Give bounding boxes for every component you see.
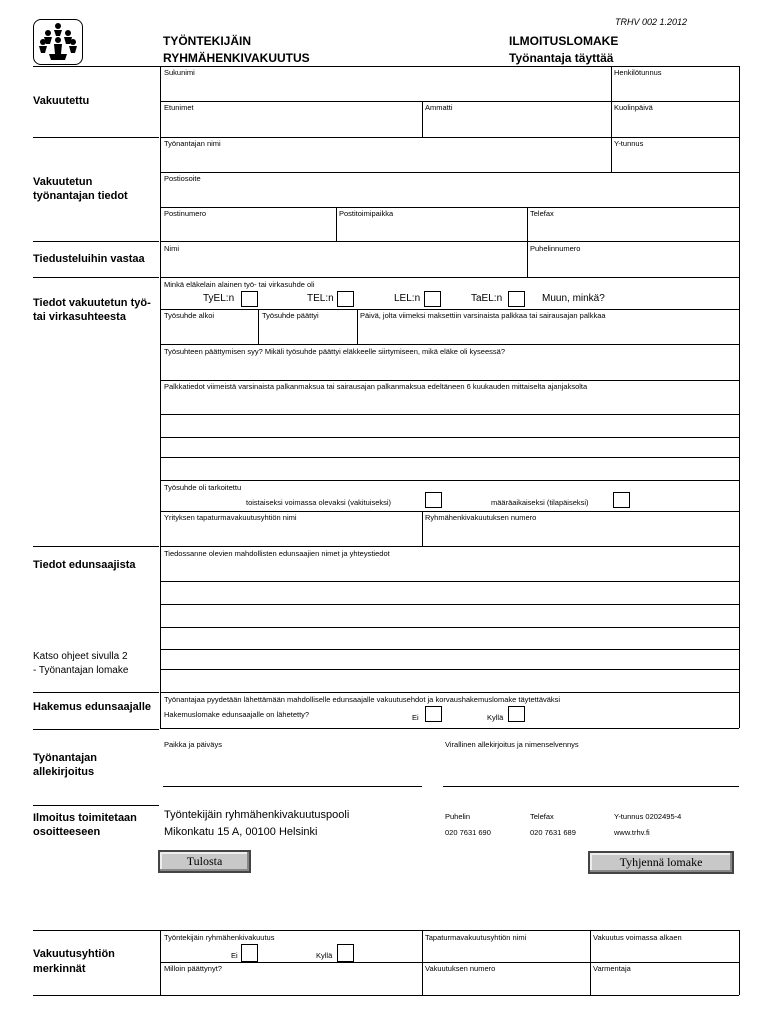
checkbox-maaraaikaiseksi[interactable] [613,492,630,508]
checkbox-hakemus-ei[interactable] [425,706,442,722]
section-vakuutettu: Vakuutettu [33,95,90,107]
label-nimi: Nimi [164,244,179,253]
label-paikka-paivays: Paikka ja päiväys [164,740,222,749]
input-edunsaajat-4[interactable] [161,628,738,648]
label-alkoi: Työsuhde alkoi [164,311,215,320]
section-toimitus-2: osoitteeseen [33,826,101,838]
input-palkkatiedot-2[interactable] [161,415,738,436]
form-type: ILMOITUSLOMAKE [509,34,619,48]
form-code: TRHV 002 1.2012 [615,17,688,27]
logo-figures-icon [34,20,82,64]
checkbox-tael[interactable] [508,291,525,307]
address-fax: 020 7631 689 [530,828,576,837]
address-street: Mikonkatu 15 A, 00100 Helsinki [164,826,318,838]
input-tapaturma-nimi[interactable] [161,522,421,545]
input-paattyi[interactable] [259,320,356,343]
checkbox-lel[interactable] [424,291,441,307]
input-edunsaajat-5[interactable] [161,650,738,668]
label-merkinnat-ei: Ei [231,951,238,960]
input-postinumero[interactable] [161,218,335,240]
label-hakemus-kylla: Kyllä [487,713,504,722]
label-lel: LEL:n [394,293,421,304]
address-phone: 020 7631 690 [445,828,491,837]
label-henkilotunnus: Henkilötunnus [614,68,662,77]
label-kuolinpaiva: Kuolinpäivä [614,103,653,112]
section-hakemus: Hakemus edunsaajalle [33,701,152,713]
form-title-line2: RYHMÄHENKIVAKUUTUS [163,51,310,65]
label-lahetetty: Hakemuslomake edunsaajalle on lähetetty? [164,710,310,719]
form-title-line1: TYÖNTEKIJÄIN [163,34,252,48]
label-postitoimipaikka: Postitoimipaikka [339,209,394,218]
instructions-note-2: - Työnantajan lomake [33,665,129,676]
label-postiosoite: Postiosoite [164,174,201,183]
label-hakemus-ei: Ei [412,713,419,722]
label-paattyi: Työsuhde päättyi [262,311,319,320]
input-postitoimipaikka[interactable] [337,218,526,240]
label-paiva-palkka: Päivä, jolta viimeksi maksettiin varsinaista palkkaa tai sairausajan palkkaa [360,311,606,320]
input-palkkatiedot-1[interactable] [161,391,738,413]
label-merkinnat-kylla: Kyllä [316,951,333,960]
input-alkoi[interactable] [161,320,257,343]
logo [33,19,83,65]
label-tarkoitettu: Työsuhde oli tarkoitettu [164,483,242,492]
checkbox-hakemus-kylla[interactable] [508,706,525,722]
label-pyydetaan: Työnantajaa pyydetään lähettämään mahdolliselle edunsaajalle vakuutusehdot ja korvaushakemuslomake täytettäväksi [164,695,561,704]
label-tyonantajan-nimi: Työnantajan nimi [164,139,221,148]
input-palkkatiedot-4[interactable] [161,458,738,479]
label-ytunnus: Y-tunnus [614,139,644,148]
label-postinumero: Postinumero [164,209,207,218]
input-edunsaajat-3[interactable] [161,605,738,626]
label-tael: TaEL:n [471,293,503,304]
address-fax-label: Telefax [530,812,554,821]
section-tyonantaja-1: Vakuutetun [33,176,93,188]
section-tyonantaja-2: työnantajan tiedot [33,190,128,202]
checkbox-merkinnat-kylla[interactable] [337,944,354,962]
checkbox-toistaiseksi[interactable] [425,492,442,508]
input-allekirjoitus[interactable] [443,752,739,785]
section-merkinnat-2: merkinnät [33,963,86,975]
input-ammatti[interactable] [423,112,610,136]
label-tapaturma-nimi: Yrityksen tapaturmavakuutusyhtiön nimi [164,513,297,522]
input-palkkatiedot-3[interactable] [161,438,738,456]
label-muun: Muun, minkä? [542,293,605,304]
input-ryhma-numero[interactable] [423,522,738,545]
label-edunsaajat-tiedot: Tiedossanne olevien mahdollisten edunsaajien nimet ja yhteystiedot [164,549,390,558]
address-org: Työntekijäin ryhmähenkivakuutuspooli [164,809,350,821]
label-palkkatiedot: Palkkatiedot viimeistä varsinaista palkanmaksua tai sairausajan palkanmaksua edeltäneen 6 kuukauden mittaiselta ajanjaksolta [164,382,588,391]
input-syy[interactable] [161,356,738,379]
print-button[interactable]: Tulosta [158,850,251,873]
input-puhelinnumero[interactable] [528,253,738,276]
section-allekirjoitus-2: allekirjoitus [33,766,95,778]
label-etunimet: Etunimet [164,103,194,112]
label-syy: Työsuhteen päättymisen syy? Mikäli työsuhde päättyi eläkkeelle siirtymiseen, mikä eläke oli kyseessä? [164,347,505,356]
clear-form-button[interactable]: Tyhjennä lomake [588,851,734,874]
instructions-note-1: Katso ohjeet sivulla 2 [33,651,128,662]
checkbox-tyel[interactable] [241,291,258,307]
input-edunsaajat-1[interactable] [161,558,738,580]
label-vakuutusnumero: Vakuutuksen numero [425,964,496,973]
section-tyosuhde-1: Tiedot vakuutetun työ- [33,297,151,309]
label-elakelaki: Minkä eläkelain alainen työ- tai virkasuhde oli [164,280,315,289]
label-toistaiseksi: toistaiseksi voimassa olevaksi (vakituiseksi) [246,498,392,507]
section-edunsaajat: Tiedot edunsaajista [33,559,136,571]
checkbox-tel[interactable] [337,291,354,307]
label-ammatti: Ammatti [425,103,453,112]
input-tyonantajan-nimi[interactable] [161,148,610,171]
label-voimassa: Vakuutus voimassa alkaen [593,933,682,942]
section-allekirjoitus-1: Työnantajan [33,752,97,764]
label-tel: TEL:n [307,293,334,304]
input-henkilotunnus[interactable] [612,77,738,100]
label-tapaturmayhtio: Tapaturmavakuutusyhtiön nimi [425,933,527,942]
input-edunsaajat-6[interactable] [161,670,738,691]
section-merkinnat-1: Vakuutusyhtiön [33,948,115,960]
input-paikka-paivays[interactable] [163,752,422,785]
section-tyosuhde-2: tai virkasuhteesta [33,311,126,323]
address-web: www.trhv.fi [614,828,650,837]
label-sukunimi: Sukunimi [164,68,195,77]
label-ryhmahenki: Työntekijäin ryhmähenkivakuutus [164,933,275,942]
input-sukunimi[interactable] [161,77,610,100]
input-edunsaajat-2[interactable] [161,582,738,603]
section-toimitus-1: Ilmoitus toimitetaan [33,812,137,824]
input-etunimet[interactable] [161,112,421,136]
checkbox-merkinnat-ei[interactable] [241,944,258,962]
input-paiva-palkka[interactable] [358,320,738,343]
address-phone-label: Puhelin [445,812,471,821]
input-telefax[interactable] [528,218,738,240]
label-milloin: Milloin päättynyt? [164,964,222,973]
input-nimi[interactable] [161,253,526,276]
input-kuolinpaiva[interactable] [612,112,738,136]
section-tiedustelu: Tiedusteluihin vastaa [33,253,145,265]
label-tyel: TyEL:n [203,293,235,304]
label-telefax: Telefax [530,209,554,218]
label-allekirjoitus: Virallinen allekirjoitus ja nimenselvennys [445,740,579,749]
input-postiosoite[interactable] [161,183,738,206]
address-ytunnus: Y-tunnus 0202495-4 [614,812,682,821]
filled-by: Työnantaja täyttää [509,51,614,65]
label-varmentaja: Varmentaja [593,964,631,973]
label-puhelinnumero: Puhelinnumero [530,244,581,253]
label-ryhma-numero: Ryhmähenkivakuutuksen numero [425,513,537,522]
label-maaraaikaiseksi: määräaikaiseksi (tilapäiseksi) [491,498,589,507]
input-ytunnus[interactable] [612,148,738,171]
